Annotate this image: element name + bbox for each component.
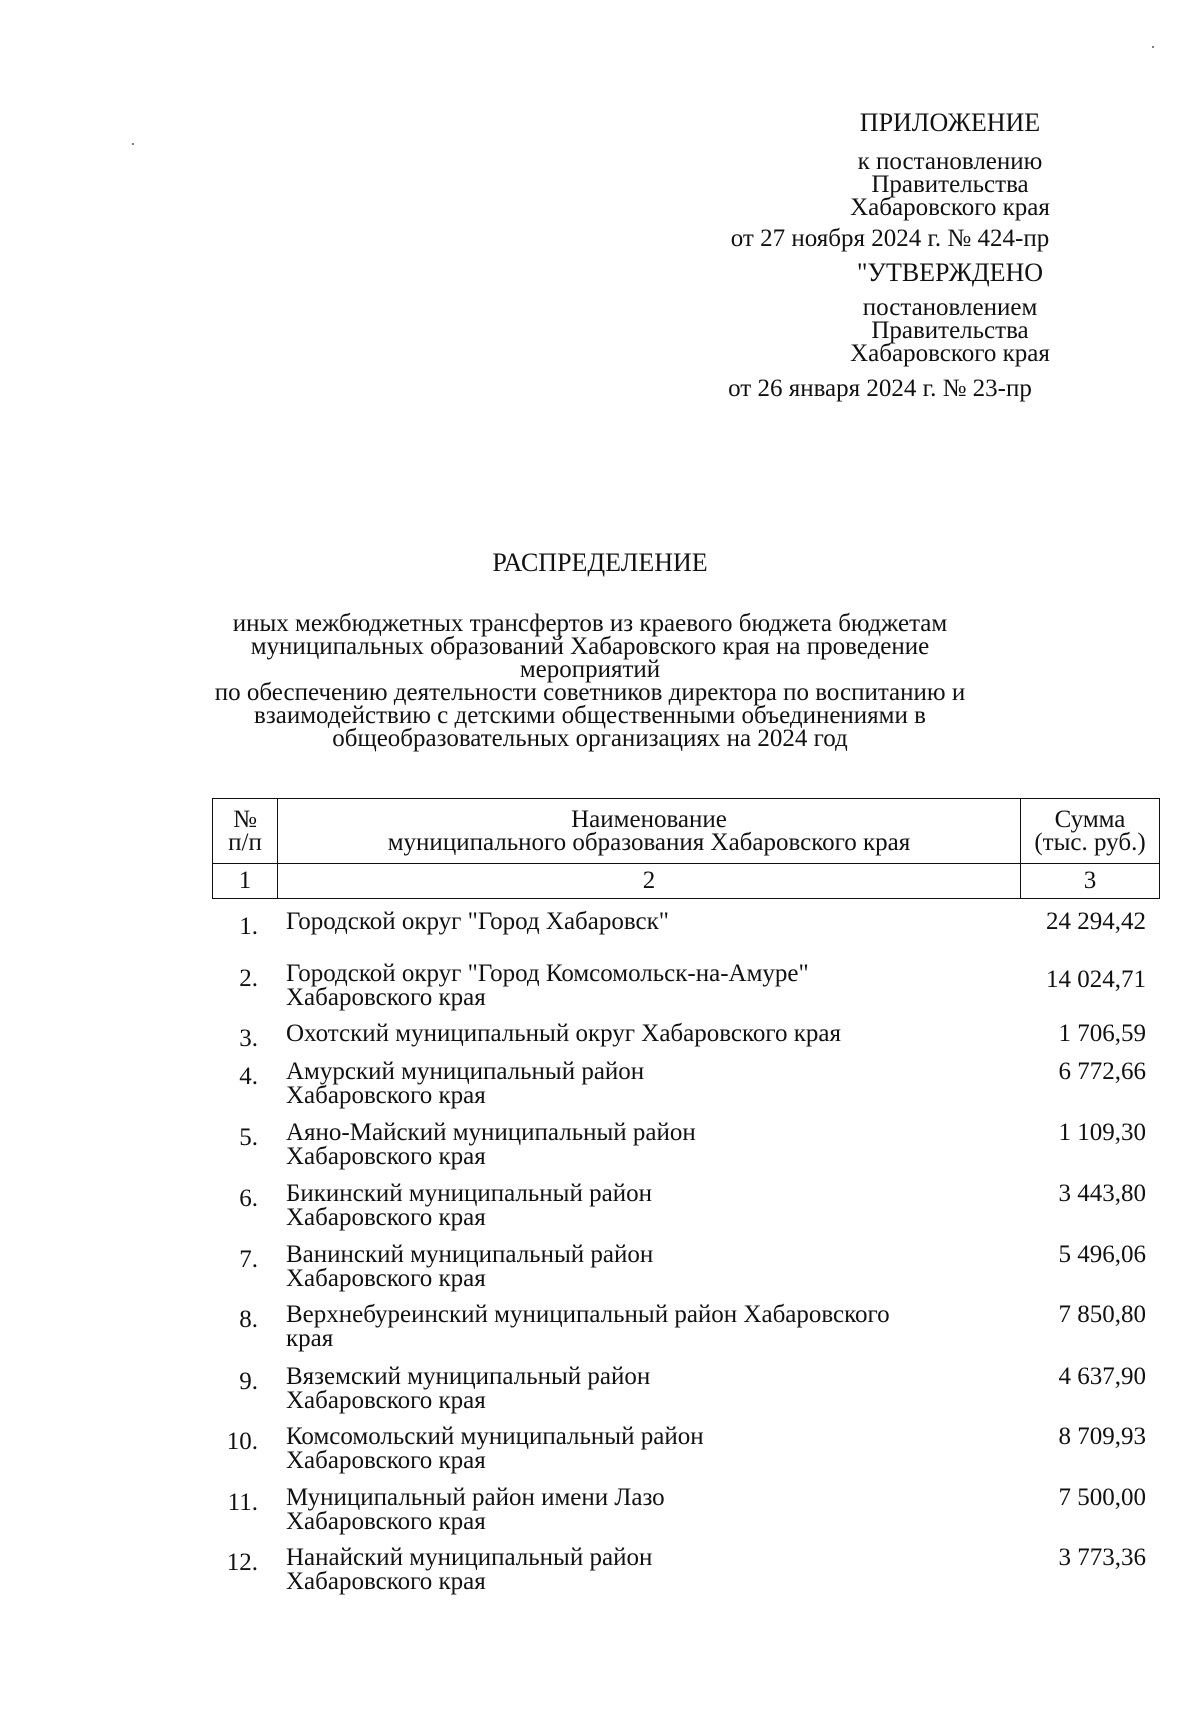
scan-speck [132, 143, 134, 145]
table-row [212, 1121, 1160, 1182]
row-name-line: Вяземский муниципальный район [286, 1363, 651, 1390]
subtitle-line: по обеспечению деятельности советников директора по воспитанию и [214, 679, 966, 706]
row-name-line: Муниципальный район имени Лазо [286, 1484, 665, 1511]
header-text: муниципального образования Хабаровского края [387, 829, 911, 856]
row-name-line: Хабаровского края [286, 1143, 486, 1170]
column-number: 1 [213, 864, 278, 899]
row-name [258, 1182, 986, 1230]
row-sum: 4 637,90 [1058, 1363, 1146, 1390]
approved-line: Хабаровского края [850, 340, 1050, 367]
table-row [212, 1022, 1160, 1060]
appendix-line: к постановлению [857, 148, 1043, 175]
approved-line: Правительства [871, 317, 1029, 344]
row-name [258, 1243, 986, 1291]
row-name-line: Хабаровского края [286, 984, 486, 1011]
row-sum: 7 500,00 [1058, 1484, 1146, 1511]
row-name-line: Охотский муниципальный округ Хабаровского края [286, 1020, 842, 1047]
row-name-line: Аяно-Майский муниципальный район [286, 1119, 696, 1146]
approved-line: постановлением [862, 294, 1038, 321]
row-name [258, 1365, 986, 1413]
column-number: 2 [278, 864, 1021, 899]
document-title: РАСПРЕДЕЛЕНИЕ [492, 548, 708, 577]
row-name [258, 910, 986, 934]
approved-date: от 26 января 2024 г. № 23-пр [728, 375, 1032, 402]
row-name-line: Нанайский муниципальный район [286, 1544, 653, 1571]
header-number-cell [213, 799, 278, 864]
table-row [212, 1546, 1160, 1606]
table-row [212, 1060, 1160, 1121]
row-name-line: Городской округ "Город Хабаровск" [286, 908, 669, 935]
row-number: 3. [239, 1025, 258, 1052]
table-row [212, 1182, 1160, 1243]
header-text: № [233, 806, 257, 833]
row-number: 10. [226, 1428, 258, 1455]
row-number: 7. [239, 1246, 258, 1273]
row-name-line: Ванинский муниципальный район [286, 1241, 654, 1268]
row-number: 12. [226, 1549, 258, 1576]
row-name-line: Хабаровского края [286, 1447, 486, 1474]
header-sum-cell [1021, 799, 1160, 864]
row-name-line: Хабаровского края [286, 1265, 486, 1292]
row-name-line: Комсомольский муниципальный район [286, 1423, 704, 1450]
row-sum: 3 443,80 [1058, 1180, 1146, 1207]
appendix-heading: ПРИЛОЖЕНИЕ [859, 108, 1041, 137]
row-sum: 24 294,42 [1046, 908, 1146, 935]
table-body [212, 910, 1160, 1606]
row-name-line: Бикинский муниципальный район [286, 1180, 652, 1207]
row-number: 6. [239, 1185, 258, 1212]
row-sum: 3 773,36 [1058, 1544, 1146, 1571]
row-sum: 7 850,80 [1058, 1301, 1146, 1328]
row-name [258, 1060, 986, 1108]
table-row [212, 1365, 1160, 1425]
row-name [258, 962, 986, 1010]
header-text: п/п [228, 829, 262, 856]
row-name [258, 1425, 986, 1473]
table-row [212, 1486, 1160, 1546]
subtitle-line: муниципальных образований Хабаровского края на проведение мероприятий [250, 633, 930, 683]
row-number: 11. [227, 1489, 258, 1516]
appendix-line: Правительства [871, 171, 1029, 198]
row-sum: 1 109,30 [1058, 1119, 1146, 1146]
row-name [258, 1121, 986, 1169]
subtitle-line: иных межбюджетных трансфертов из краевого бюджета бюджетам [232, 610, 948, 637]
subtitle-line: взаимодействию с детскими общественными объединениями в [254, 702, 926, 729]
row-number: 2. [239, 965, 258, 992]
header-row [213, 799, 1160, 864]
row-sum: 5 496,06 [1058, 1241, 1146, 1268]
column-number-row [213, 864, 1160, 899]
document-subtitle [200, 612, 980, 750]
row-number: 9. [239, 1368, 258, 1395]
header-text: Наименование [571, 806, 727, 833]
table-row [212, 1303, 1160, 1365]
row-name-line: Хабаровского края [286, 1387, 486, 1414]
row-number: 8. [239, 1306, 258, 1333]
row-name-line: Верхнебуреинский муниципальный район Хабаровского [286, 1301, 890, 1328]
row-name-line: Хабаровского края [286, 1082, 486, 1109]
row-sum: 1 706,59 [1058, 1020, 1146, 1047]
row-sum: 14 024,71 [1046, 966, 1146, 993]
appendix-line: Хабаровского края [850, 194, 1050, 221]
header-name-cell [278, 799, 1021, 864]
column-number: 3 [1021, 864, 1160, 899]
row-name-line: Амурский муниципальный район [286, 1058, 645, 1085]
row-name-line: Хабаровского края [286, 1204, 486, 1231]
table-row [212, 962, 1160, 1022]
row-number: 4. [239, 1063, 258, 1090]
row-sum: 8 709,93 [1058, 1423, 1146, 1450]
row-name [258, 1546, 986, 1594]
table-header [212, 798, 1160, 899]
table-row [212, 1243, 1160, 1303]
row-number: 5. [239, 1124, 258, 1151]
row-name [258, 1303, 986, 1351]
appendix-date: от 27 ноября 2024 г. № 424-пр [730, 225, 1050, 252]
subtitle-line: общеобразовательных организациях на 2024 год [332, 725, 848, 752]
approved-heading: "УТВЕРЖДЕНО [856, 258, 1044, 287]
row-number: 1. [239, 913, 258, 940]
table-row [212, 1425, 1160, 1486]
row-sum: 6 772,66 [1058, 1058, 1146, 1085]
row-name-line: Хабаровского края [286, 1568, 486, 1595]
row-name-line: Хабаровского края [286, 1508, 486, 1535]
row-name-line: Городской округ "Город Комсомольск-на-Амуре" [286, 960, 809, 987]
approval-block [700, 108, 1200, 400]
row-name [258, 1486, 986, 1534]
row-name-line: края [286, 1325, 334, 1352]
scan-speck [1152, 46, 1154, 48]
header-text: Сумма [1054, 806, 1126, 833]
row-name [258, 1022, 986, 1046]
header-text: (тыс. руб.) [1034, 829, 1146, 856]
table-row [212, 910, 1160, 962]
